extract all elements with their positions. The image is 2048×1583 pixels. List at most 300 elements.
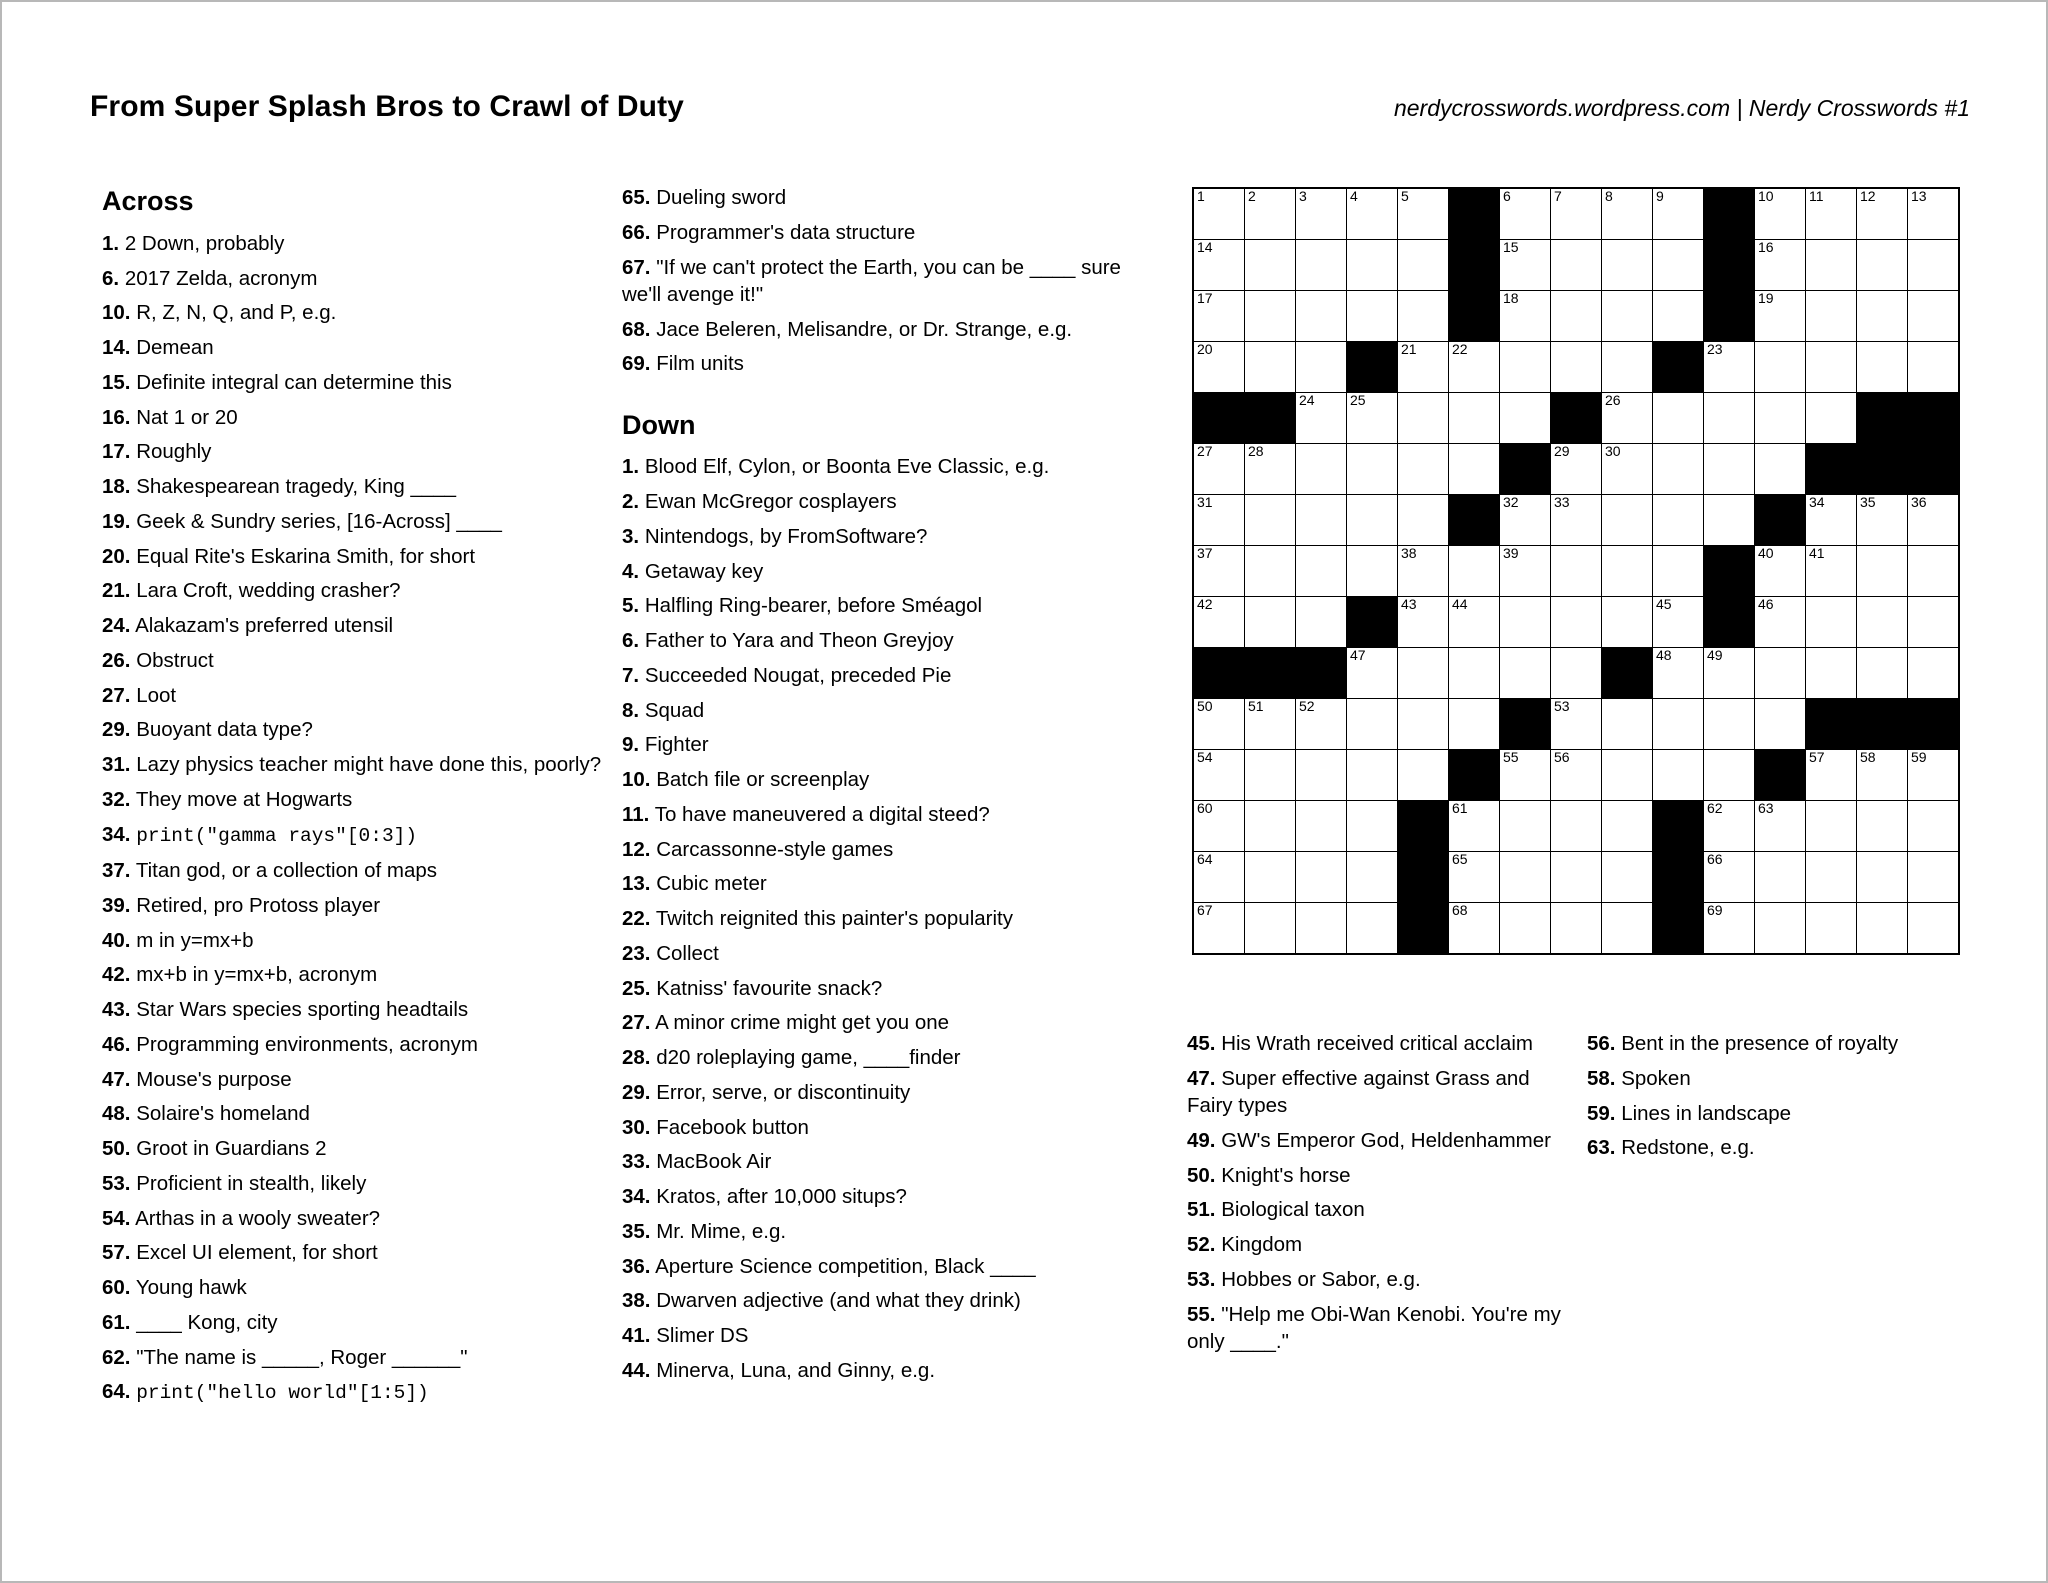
grid-cell[interactable] [1449,393,1500,444]
grid-cell[interactable] [1704,495,1755,546]
grid-cell[interactable] [1755,240,1806,291]
grid-cell-block [1245,648,1296,699]
clue-text: print("hello world"[1:5]) [136,1382,429,1405]
clue-item [102,265,602,292]
grid-cell[interactable] [1908,495,1960,546]
grid-cell-block [1449,750,1500,801]
grid-cell[interactable] [1755,342,1806,393]
grid-cell[interactable] [1551,188,1602,240]
grid-cell[interactable] [1296,188,1347,240]
clue-number: 4. [622,559,640,583]
grid-cell[interactable] [1296,750,1347,801]
grid-cell[interactable] [1296,444,1347,495]
grid-cell[interactable] [1245,852,1296,903]
clue-item [622,1044,1147,1071]
grid-cell[interactable] [1551,903,1602,955]
grid-cell[interactable] [1347,291,1398,342]
grid-cell[interactable] [1908,750,1960,801]
grid-cell[interactable] [1193,597,1245,648]
clue-item [102,1274,602,1301]
clue-number: 31. [102,753,131,777]
grid-cell[interactable] [1347,444,1398,495]
clue-text: Succeeded Nougat, preceded Pie [644,663,952,687]
grid-cell-block [1296,648,1347,699]
grid-cell[interactable] [1755,188,1806,240]
grid-cell-number: 5 [1401,188,1409,204]
clue-number: 17. [102,440,131,464]
grid-cell[interactable] [1653,240,1704,291]
grid-cell[interactable] [1347,495,1398,546]
grid-cell[interactable] [1653,546,1704,597]
across-clue-list-1 [102,230,602,1407]
grid-cell[interactable] [1500,597,1551,648]
clue-item [622,870,1147,897]
grid-cell[interactable] [1653,393,1704,444]
clue-number: 41. [622,1324,651,1348]
clue-number: 47. [1187,1066,1216,1090]
clue-number: 8. [622,698,640,722]
grid-cell[interactable] [1551,750,1602,801]
clue-text: Loot [136,683,177,707]
grid-cell[interactable] [1653,699,1704,750]
grid-cell[interactable] [1653,750,1704,801]
grid-cell[interactable] [1296,342,1347,393]
grid-cell[interactable] [1857,291,1908,342]
grid-cell[interactable] [1296,495,1347,546]
grid-cell[interactable] [1857,342,1908,393]
clue-item [102,1378,602,1407]
grid-cell[interactable] [1908,546,1960,597]
grid-row [1193,495,1959,546]
grid-cell[interactable] [1500,495,1551,546]
grid-cell-number: 36 [1911,494,1927,510]
grid-cell[interactable] [1296,699,1347,750]
clue-number: 50. [1187,1163,1216,1187]
grid-cell[interactable] [1755,546,1806,597]
clue-text: Excel UI element, for short [136,1241,378,1265]
grid-cell[interactable] [1653,188,1704,240]
grid-cell[interactable] [1296,852,1347,903]
grid-row [1193,188,1959,240]
grid-cell[interactable] [1653,648,1704,699]
grid-cell[interactable] [1806,750,1857,801]
grid-cell[interactable] [1857,597,1908,648]
clue-text: Nintendogs, by FromSoftware? [644,524,928,548]
grid-cell-number: 1 [1197,188,1205,204]
clue-item [102,1170,602,1197]
grid-cell[interactable] [1449,546,1500,597]
grid-cell-block [1704,291,1755,342]
clue-text: 2017 Zelda, acronym [124,266,318,290]
clue-number: 40. [102,928,131,952]
grid-cell[interactable] [1500,291,1551,342]
grid-cell-block [1449,291,1500,342]
grid-cell[interactable] [1704,342,1755,393]
grid-cell[interactable] [1245,342,1296,393]
clue-column-2 [622,184,1147,1392]
grid-cell-block [1653,903,1704,955]
clue-number: 51. [1187,1198,1216,1222]
grid-cell[interactable] [1193,342,1245,393]
grid-cell[interactable] [1806,546,1857,597]
grid-row [1193,648,1959,699]
grid-cell[interactable] [1296,546,1347,597]
grid-cell[interactable] [1500,393,1551,444]
clue-item [622,219,1147,246]
clue-item [102,1309,602,1336]
grid-cell-block [1551,393,1602,444]
grid-cell[interactable] [1908,291,1960,342]
clue-number: 20. [102,544,131,568]
grid-cell[interactable] [1193,699,1245,750]
grid-cell[interactable] [1806,291,1857,342]
grid-cell[interactable] [1755,801,1806,852]
grid-cell[interactable] [1602,495,1653,546]
grid-cell[interactable] [1398,291,1449,342]
grid-cell[interactable] [1245,495,1296,546]
clue-item [622,731,1147,758]
clue-number: 66. [622,220,651,244]
clue-item [622,1079,1147,1106]
grid-cell[interactable] [1755,699,1806,750]
down-clue-list-3 [1587,1030,1987,1162]
grid-cell[interactable] [1398,393,1449,444]
clue-number: 59. [1587,1101,1616,1125]
grid-cell[interactable] [1551,240,1602,291]
source-attribution: nerdycrosswords.wordpress.com | Nerdy Crosswords #1 [1393,95,1970,121]
grid-cell[interactable] [1857,648,1908,699]
grid-cell[interactable] [1296,597,1347,648]
clue-text: Programming environments, acronym [136,1032,478,1056]
grid-cell[interactable] [1398,597,1449,648]
grid-cell[interactable] [1193,750,1245,801]
grid-cell[interactable] [1908,801,1960,852]
grid-cell[interactable] [1857,495,1908,546]
grid-cell[interactable] [1551,495,1602,546]
grid-cell[interactable] [1245,903,1296,955]
grid-cell[interactable] [1347,648,1398,699]
grid-cell[interactable] [1908,903,1960,955]
grid-cell[interactable] [1602,444,1653,495]
clue-text: Young hawk [135,1276,247,1300]
grid-cell[interactable] [1245,699,1296,750]
grid-cell[interactable] [1347,188,1398,240]
clue-text: R, Z, N, Q, and P, e.g. [136,301,337,325]
clue-number: 18. [102,475,131,499]
grid-cell[interactable] [1755,393,1806,444]
grid-cell[interactable] [1398,342,1449,393]
grid-cell[interactable] [1193,291,1245,342]
grid-cell[interactable] [1500,648,1551,699]
clue-item [622,697,1147,724]
grid-cell[interactable] [1296,240,1347,291]
clue-text: Nat 1 or 20 [136,405,238,429]
grid-cell[interactable] [1296,801,1347,852]
grid-cell[interactable] [1449,342,1500,393]
grid-cell[interactable] [1704,648,1755,699]
grid-cell[interactable] [1806,240,1857,291]
clue-item [102,821,602,850]
grid-cell[interactable] [1347,750,1398,801]
clue-text: Getaway key [644,559,764,583]
grid-cell[interactable] [1857,188,1908,240]
grid-cell-number: 3 [1299,188,1307,204]
clue-text: "If we can't protect the Earth, you can be ____ sure we'll avenge it!" [622,255,1121,306]
clue-item [102,1239,602,1266]
grid-cell-block [1908,393,1960,444]
grid-cell[interactable] [1347,699,1398,750]
grid-cell[interactable] [1755,648,1806,699]
grid-cell[interactable] [1755,444,1806,495]
grid-cell[interactable] [1449,801,1500,852]
grid-cell[interactable] [1245,750,1296,801]
grid-cell-number: 20 [1197,341,1213,357]
clue-text: Kingdom [1221,1233,1303,1256]
grid-cell[interactable] [1193,240,1245,291]
grid-cell[interactable] [1193,188,1245,240]
grid-cell-block [1449,188,1500,240]
grid-cell-number: 55 [1503,749,1519,765]
grid-cell[interactable] [1908,648,1960,699]
grid-cell[interactable] [1500,188,1551,240]
grid-cell[interactable] [1347,852,1398,903]
grid-cell-number: 2 [1248,188,1256,204]
clue-text: ____ Kong, city [136,1310,278,1334]
grid-cell[interactable] [1398,495,1449,546]
grid-cell[interactable] [1500,750,1551,801]
grid-cell-number: 62 [1707,800,1723,816]
clue-text: Proficient in stealth, likely [136,1171,367,1195]
grid-cell[interactable] [1347,240,1398,291]
grid-cell[interactable] [1755,291,1806,342]
grid-cell[interactable] [1602,597,1653,648]
clue-item [1187,1266,1567,1293]
crossword-grid[interactable] [1192,187,1960,955]
grid-cell[interactable] [1653,495,1704,546]
grid-cell[interactable] [1602,699,1653,750]
grid-cell[interactable] [1908,342,1960,393]
grid-cell[interactable] [1347,546,1398,597]
grid-cell[interactable] [1806,597,1857,648]
grid-cell[interactable] [1551,699,1602,750]
down-clue-list-2 [1187,1030,1567,1355]
clue-number: 21. [102,579,131,603]
crossword-grid-table[interactable] [1192,187,1960,955]
grid-cell[interactable] [1857,546,1908,597]
clue-number: 1. [102,231,120,255]
clue-number: 50. [102,1137,131,1161]
grid-cell[interactable] [1806,188,1857,240]
clue-item [102,299,602,326]
grid-cell[interactable] [1704,903,1755,955]
grid-cell[interactable] [1653,291,1704,342]
grid-cell[interactable] [1908,188,1960,240]
grid-cell[interactable] [1602,188,1653,240]
grid-cell[interactable] [1193,546,1245,597]
grid-cell-block [1857,444,1908,495]
grid-cell[interactable] [1806,648,1857,699]
grid-cell[interactable] [1347,801,1398,852]
grid-cell[interactable] [1551,597,1602,648]
grid-cell[interactable] [1602,240,1653,291]
grid-cell[interactable] [1245,291,1296,342]
grid-cell[interactable] [1449,444,1500,495]
grid-cell[interactable] [1857,240,1908,291]
grid-cell-block [1704,597,1755,648]
grid-cell[interactable] [1245,546,1296,597]
grid-cell[interactable] [1704,393,1755,444]
grid-cell[interactable] [1857,903,1908,955]
grid-cell[interactable] [1704,801,1755,852]
grid-cell-block [1347,597,1398,648]
grid-cell[interactable] [1806,801,1857,852]
grid-cell[interactable] [1806,903,1857,955]
grid-cell[interactable] [1551,801,1602,852]
grid-cell[interactable] [1398,546,1449,597]
grid-cell[interactable] [1755,852,1806,903]
grid-cell[interactable] [1500,801,1551,852]
clue-item [1187,1301,1567,1356]
grid-cell[interactable] [1551,546,1602,597]
grid-cell[interactable] [1500,546,1551,597]
grid-cell[interactable] [1500,903,1551,955]
grid-cell-number: 46 [1758,596,1774,612]
grid-cell[interactable] [1908,597,1960,648]
grid-cell[interactable] [1398,750,1449,801]
grid-cell[interactable] [1551,342,1602,393]
clue-text: Titan god, or a collection of maps [135,859,438,883]
clue-number: 61. [102,1310,131,1334]
clue-text: Buoyant data type? [136,718,313,742]
grid-cell[interactable] [1704,852,1755,903]
grid-cell[interactable] [1398,188,1449,240]
grid-cell[interactable] [1449,648,1500,699]
clue-number: 34. [622,1185,651,1209]
grid-cell[interactable] [1500,342,1551,393]
grid-cell[interactable] [1500,240,1551,291]
grid-cell[interactable] [1193,495,1245,546]
grid-cell[interactable] [1398,444,1449,495]
grid-cell[interactable] [1653,444,1704,495]
grid-cell[interactable] [1449,852,1500,903]
clue-item [622,905,1147,932]
grid-cell[interactable] [1449,597,1500,648]
clue-text: Blood Elf, Cylon, or Boonta Eve Classic, e.g. [644,455,1050,479]
grid-cell[interactable] [1755,903,1806,955]
grid-cell[interactable] [1704,750,1755,801]
grid-cell[interactable] [1806,342,1857,393]
grid-row [1193,240,1959,291]
grid-cell[interactable] [1245,444,1296,495]
grid-cell[interactable] [1704,444,1755,495]
clue-text: Twitch reignited this painter's popularity [655,907,1013,931]
clue-number: 55. [1187,1302,1216,1326]
clue-text: Film units [656,352,744,376]
grid-cell[interactable] [1551,852,1602,903]
grid-cell[interactable] [1653,597,1704,648]
grid-cell[interactable] [1449,699,1500,750]
clue-item [1187,1231,1567,1258]
grid-cell[interactable] [1245,240,1296,291]
grid-cell[interactable] [1296,291,1347,342]
clue-text: Fighter [644,733,709,757]
grid-cell[interactable] [1602,546,1653,597]
grid-cell[interactable] [1193,801,1245,852]
grid-cell[interactable] [1806,852,1857,903]
grid-cell[interactable] [1602,801,1653,852]
grid-cell[interactable] [1551,648,1602,699]
grid-cell[interactable] [1449,903,1500,955]
clue-number: 67. [622,255,651,279]
grid-cell[interactable] [1602,342,1653,393]
clue-number: 28. [622,1046,651,1070]
across-heading: Across [102,186,194,216]
clue-number: 39. [102,893,131,917]
grid-cell[interactable] [1245,597,1296,648]
grid-cell[interactable] [1193,903,1245,955]
grid-cell-number: 44 [1452,596,1468,612]
clue-text: Biological taxon [1221,1198,1365,1222]
grid-cell[interactable] [1347,393,1398,444]
grid-row [1193,852,1959,903]
clue-item [1187,1162,1567,1189]
grid-cell[interactable] [1602,903,1653,955]
grid-cell-number: 54 [1197,749,1213,765]
grid-cell[interactable] [1296,903,1347,955]
grid-cell-number: 29 [1554,443,1570,459]
grid-cell[interactable] [1193,444,1245,495]
grid-cell[interactable] [1602,291,1653,342]
clue-text: Programmer's data structure [656,220,916,244]
grid-cell[interactable] [1398,648,1449,699]
grid-cell[interactable] [1398,699,1449,750]
grid-cell[interactable] [1500,852,1551,903]
grid-cell[interactable] [1551,291,1602,342]
clue-item [622,1287,1147,1314]
grid-cell-number: 56 [1554,749,1570,765]
clue-text: His Wrath received critical acclaim [1221,1032,1533,1055]
grid-cell[interactable] [1602,852,1653,903]
grid-cell[interactable] [1193,852,1245,903]
grid-cell[interactable] [1857,801,1908,852]
clue-text: Retired, pro Protoss player [136,893,381,917]
clue-item [622,184,1147,211]
grid-cell[interactable] [1551,444,1602,495]
grid-cell[interactable] [1704,699,1755,750]
clue-item [622,453,1147,480]
grid-cell[interactable] [1602,393,1653,444]
grid-cell[interactable] [1296,393,1347,444]
grid-cell[interactable] [1908,240,1960,291]
grid-cell[interactable] [1602,750,1653,801]
grid-cell[interactable] [1755,597,1806,648]
clue-text: d20 roleplaying game, ____finder [656,1046,961,1070]
clue-number: 64. [102,1380,131,1404]
grid-cell[interactable] [1908,852,1960,903]
grid-cell-block [1806,444,1857,495]
grid-cell[interactable] [1806,393,1857,444]
clue-item [622,836,1147,863]
grid-cell[interactable] [1245,801,1296,852]
grid-cell[interactable] [1347,903,1398,955]
grid-cell[interactable] [1398,240,1449,291]
grid-cell-number: 35 [1860,494,1876,510]
grid-cell[interactable] [1806,495,1857,546]
grid-cell[interactable] [1857,852,1908,903]
clue-number: 35. [622,1219,651,1243]
grid-cell[interactable] [1245,188,1296,240]
grid-cell[interactable] [1857,750,1908,801]
